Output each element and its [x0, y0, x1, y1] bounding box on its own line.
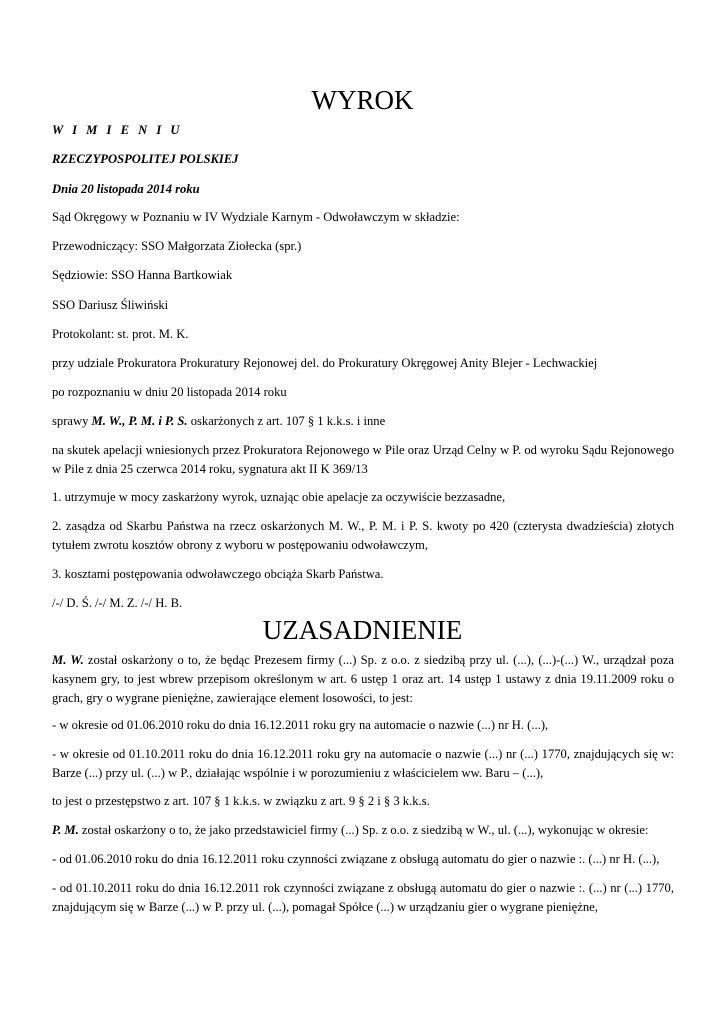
ruling-item: 1. utrzymuje w mocy zaskarżony wyrok, uznając obie apelacje za oczywiście bezzasadne,: [52, 490, 506, 504]
ruling-item: 3. kosztami postępowania odwoławczego obciąża Skarb Państwa.: [52, 567, 384, 581]
court-clerk: Protokolant: st. prot. M. K.: [52, 327, 189, 341]
ruling-item: 2. zasądza od Skarbu Państwa na rzecz oskarżonych M. W., P. M. i P. S. kwoty po 420 (czterysta dwadzieścia) złotych tytułem zwrotu kosztów obrony z wyboru w postępowaniu odwoławczym,: [52, 519, 674, 552]
republic-line: RZECZYPOSPOLITEJ POLSKIEJ: [52, 152, 239, 166]
case-prefix: sprawy: [52, 414, 89, 428]
justification-paragraph: to jest o przestępstwo z art. 107 § 1 k.k.s. w związku z art. 9 § 2 i § 3 k.k.s.: [52, 794, 430, 808]
paragraph-text: został oskarżony o to, że będąc Prezesem firmy (...) Sp. z o.o. z siedzibą przy ul. (...), (...)-(...) W., urządzał poza kasynem gry, to jest wbrew przepisom określonym w art. 6 ustęp 1 oraz art. 14 ustęp 1 ustawy z dnia 19.11.2009 roku o grach, gry o wygrane pieniężne, zawierające element losowości, to jest:: [52, 653, 674, 705]
appeal-paragraph: na skutek apelacji wniesionych przez Prokuratora Rejonowego w Pile oraz Urząd Celny w P. od wyroku Sądu Rejonowego w Pile z dnia 25 czerwca 2014 roku, sygnatura akt II K 369/13: [52, 443, 674, 476]
presiding-judge: Przewodniczący: SSO Małgorzata Ziołecka (spr.): [52, 239, 302, 253]
justification-paragraph: - w okresie od 01.10.2011 roku do dnia 16.12.2011 roku gry na automacie o nazwie (...) nr (...) 1770, znajdujących się w: Barze (...) przy ul. (...) w P., działając wspólnie i w porozumieniu z właścicielem ww. Baru – (...),: [52, 747, 674, 780]
justification-paragraph: - od 01.10.2011 roku do dnia 16.12.2011 rok czynności związane z obsługą automatu do gier o nazwie :. (...) nr (...) 1770, znajdującym się w Barze (...) w P. przy ul. (...), pomagał Spółce (...) w urządzaniu gier o wygrane pieniężne,: [52, 881, 674, 914]
court-composition: Sąd Okręgowy w Poznaniu w IV Wydziale Karnym - Odwoławczym w składzie:: [52, 210, 460, 224]
defendant-name: M. W.: [52, 653, 84, 667]
defendant-names: M. W., P. M. i P. S.: [91, 414, 188, 428]
case-line: [52, 412, 674, 431]
hearing-date-line: po rozpoznaniu w dniu 20 listopada 2014 roku: [52, 385, 287, 399]
justification-title: UZASADNIENIE: [262, 615, 463, 645]
paragraph-text: został oskarżony o to, że jako przedstawiciel firmy (...) Sp. z o.o. z siedzibą w W., ul. (...), wykonując w okresie:: [78, 823, 649, 837]
in-the-name-line: W I M I E N I U: [52, 123, 183, 137]
case-suffix: oskarżonych z art. 107 § 1 k.k.s. i inne: [190, 414, 386, 428]
justification-paragraph: [52, 821, 674, 840]
document-title: WYROK: [311, 85, 414, 115]
prosecutor-line: przy udziale Prokuratora Prokuratury Rejonowej del. do Prokuratury Okręgowej Anity Blejer - Lechwackiej: [52, 356, 598, 370]
justification-paragraph: [52, 651, 674, 708]
judges-line-2: SSO Dariusz Śliwiński: [52, 298, 169, 312]
justification-paragraph: - od 01.06.2010 roku do dnia 16.12.2011 roku czynności związane z obsługą automatu do gier o nazwie :. (...) nr H. (...),: [52, 852, 660, 866]
justification-paragraph: - w okresie od 01.06.2010 roku do dnia 16.12.2011 roku gry na automacie o nazwie (...) nr H. (...),: [52, 718, 549, 732]
signatures: /-/ D. Ś. /-/ M. Z. /-/ H. B.: [52, 596, 183, 610]
judgment-date: Dnia 20 listopada 2014 roku: [52, 182, 200, 196]
judges-line-1: Sędziowie: SSO Hanna Bartkowiak: [52, 268, 233, 282]
defendant-name: P. M.: [52, 823, 79, 837]
